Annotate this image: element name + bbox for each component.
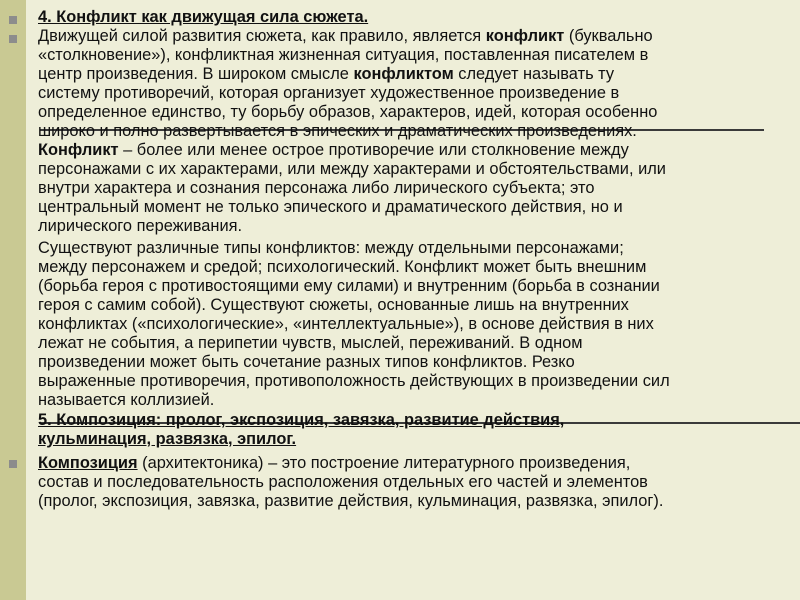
paragraph-line: широко и полно развертывается в эпических и драматических произведениях. — [38, 122, 637, 140]
term-composition: Композиция — [38, 454, 138, 472]
bullet-square-icon — [9, 35, 17, 43]
bullet-square-icon — [9, 460, 17, 468]
term-conflict: Конфликт — [38, 141, 119, 159]
paragraph-line: Композиция (архитектоника) – это построение литературного произведения, — [38, 454, 631, 472]
paragraph-line: центральный момент не только эпического и драматического действия, но и — [38, 198, 623, 216]
paragraph-line: Движущей силой развития сюжета, как правило, является конфликт (буквально — [38, 27, 653, 45]
paragraph-line: Существуют различные типы конфликтов: между отдельными персонажами; — [38, 239, 624, 257]
paragraph-line: систему противоречий, которая организует художественное произведение в — [38, 84, 620, 102]
paragraph-line: конфликтах («психологические», «интеллектуальные»), в основе действия в них — [38, 315, 654, 333]
paragraph-line: лежат не события, а перипетии чувств, мыслей, переживаний. В одном — [38, 334, 583, 352]
paragraph-line: Конфликт – более или менее острое противоречие или столкновение между — [38, 141, 629, 159]
bullet-square-icon — [9, 16, 17, 24]
heading-section-5: 5. Композиция: пролог, экспозиция, завязка, развитие действия, — [38, 411, 565, 429]
paragraph-line: называется коллизией. — [38, 391, 215, 409]
paragraph-line: центр произведения. В широком смысле конфликтом следует называть ту — [38, 65, 615, 83]
paragraph-line: произведении может быть сочетание разных типов конфликтов. Резко — [38, 353, 575, 371]
paragraph-line: «столкновение»), конфликтная жизненная ситуация, поставленная писателем в — [38, 46, 649, 64]
paragraph-line: внутри характера и сознания персонажа либо лирического субъекта; это — [38, 179, 595, 197]
paragraph-line: персонажами с их характерами, или между характерами и обстоятельствами, или — [38, 160, 666, 178]
slide-side-band — [0, 0, 26, 600]
paragraph-line: определенное единство, ту борьбу образов, характеров, идей, которая особенно — [38, 103, 658, 121]
paragraph-line: между персонажем и средой; психологический. Конфликт может быть внешним — [38, 258, 647, 276]
heading-section-5: кульминация, развязка, эпилог. — [38, 430, 297, 448]
heading-section-4: 4. Конфликт как движущая сила сюжета. — [38, 8, 369, 26]
paragraph-line: (борьба героя с противостоящими ему силами) и внутренним (борьба в сознании — [38, 277, 660, 295]
paragraph-line: лирического переживания. — [38, 217, 243, 235]
paragraph-line: (пролог, экспозиция, завязка, развитие действия, кульминация, развязка, эпилог). — [38, 492, 664, 510]
paragraph-line: состав и последовательность расположения отдельных его частей и элементов — [38, 473, 648, 491]
paragraph-line: героя с самим собой). Существуют сюжеты, основанные лишь на внутренних — [38, 296, 629, 314]
paragraph-line: выраженные противоречия, противоположность действующих в произведении сил — [38, 372, 670, 390]
